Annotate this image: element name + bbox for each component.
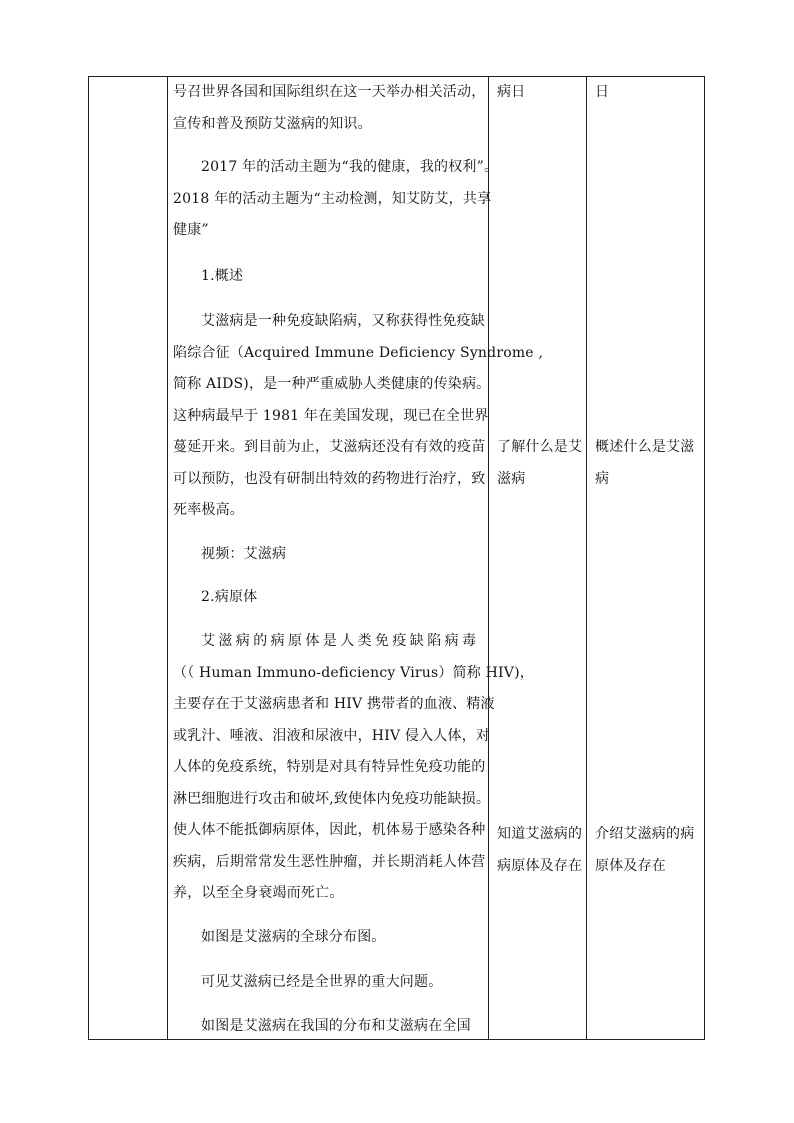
design-intent-text: 日 — [595, 84, 610, 100]
design-intent-text: 概述什么是艾滋 — [595, 439, 695, 455]
section-heading-pathogen: 2.病原体 — [201, 589, 258, 605]
design-intent-text: 介绍艾滋病的病 — [595, 826, 695, 842]
pathogen-paragraph-line: 人体的免疫系统，特别是对具有特异性免疫功能的 — [173, 759, 486, 775]
pathogen-paragraph-line: 艾滋病的病原体是人类免疫缺陷病毒 — [201, 633, 480, 649]
table-row — [89, 77, 705, 1040]
overview-paragraph-line: 艾滋病是一种免疫缺陷病，又称获得性免疫缺 — [201, 313, 485, 329]
design-intent-text: 原体及存在 — [595, 857, 666, 874]
global-distribution-note: 如图是艾滋病的全球分布图。 — [201, 929, 386, 945]
overview-paragraph-line: 这种病最早于 1981 年在美国发现，现已在全世界 — [173, 407, 489, 424]
theme-paragraph-line: 2018 年的活动主题为“主动检测，知艾防艾，共享 — [173, 190, 492, 207]
video-reference: 视频：艾滋病 — [201, 546, 287, 562]
design-intent-cell — [587, 77, 705, 1040]
overview-paragraph-line: 可以预防，也没有研制出特效的药物进行治疗，致 — [173, 470, 486, 487]
theme-paragraph-line: 健康” — [173, 222, 209, 238]
world-problem-note: 可见艾滋病已经是全世界的重大问题。 — [201, 974, 443, 990]
lesson-plan-table — [88, 76, 705, 1040]
section-heading-overview: 1.概述 — [201, 268, 244, 284]
pathogen-paragraph-line: 或乳汁、唾液、泪液和尿液中，HIV 侵入人体，对 — [173, 727, 491, 744]
pathogen-paragraph-line: （（ Human Immuno-deficiency Virus）简称 HIV)， — [173, 664, 534, 681]
theme-paragraph-line: 2017 年的活动主题为“我的健康，我的权利”。 — [201, 159, 499, 175]
pathogen-paragraph-line: 疾病，后期常常发生恶性肿瘤，并长期消耗人体营 — [173, 853, 486, 870]
stage-cell — [89, 77, 168, 1040]
student-activity-cell — [489, 77, 587, 1040]
student-activity-text: 病原体及存在 — [497, 857, 583, 874]
pathogen-paragraph-line: 养，以至全身衰竭而死亡。 — [173, 885, 344, 901]
pathogen-paragraph-line: 主要存在于艾滋病患者和 HIV 携带者的血液、精液 — [173, 696, 495, 712]
paragraph-intro-line: 号召世界各国和国际组织在这一天举办相关活动， — [173, 84, 486, 100]
design-intent-text: 病 — [595, 470, 610, 487]
student-activity-text: 了解什么是艾 — [497, 439, 583, 455]
student-activity-text: 滋病 — [497, 470, 526, 487]
overview-paragraph-line: 蔓延开来。到目前为止，艾滋病还没有有效的疫苗 — [173, 439, 486, 455]
pathogen-paragraph-line: 淋巴细胞进行攻击和破坏,致使体内免疫功能缺损。 — [173, 790, 491, 807]
overview-paragraph-line: 死率极高。 — [173, 502, 244, 518]
student-activity-text: 知道艾滋病的 — [497, 826, 583, 842]
china-distribution-note: 如图是艾滋病在我国的分布和艾滋病在全国 — [201, 1018, 471, 1034]
overview-paragraph-line: 陷综合征（Acquired Immune Deficiency Syndrome , — [173, 344, 544, 361]
overview-paragraph-line: 简称 AIDS)，是一种严重威胁人类健康的传染病。 — [173, 376, 491, 392]
paragraph-intro-line: 宣传和普及预防艾滋病的知识。 — [173, 115, 372, 132]
student-activity-text: 病日 — [497, 84, 526, 100]
pathogen-paragraph-line: 使人体不能抵御病原体，因此，机体易于感染各种 — [173, 822, 486, 838]
